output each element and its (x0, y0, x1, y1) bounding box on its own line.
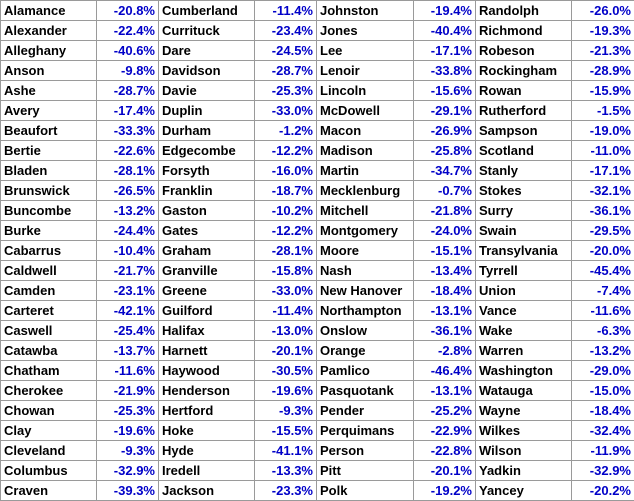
county-name-cell: Camden (1, 281, 97, 301)
percent-change-cell: -30.5% (255, 361, 317, 381)
percent-change-cell: -20.0% (572, 241, 634, 261)
county-name-cell: Alexander (1, 21, 97, 41)
percent-change-cell: -26.5% (97, 181, 159, 201)
county-name-cell: Orange (317, 341, 414, 361)
county-name-cell: Hyde (159, 441, 255, 461)
county-name-cell: Mecklenburg (317, 181, 414, 201)
county-name-cell: Watauga (476, 381, 572, 401)
percent-change-cell: -40.4% (414, 21, 476, 41)
county-name-cell: Buncombe (1, 201, 97, 221)
table-row (1, 81, 634, 101)
percent-change-cell: -40.6% (97, 41, 159, 61)
percent-change-cell: -33.0% (255, 101, 317, 121)
county-name-cell: Haywood (159, 361, 255, 381)
percent-change-cell: -32.9% (572, 461, 634, 481)
county-name-cell: Pasquotank (317, 381, 414, 401)
county-name-cell: Macon (317, 121, 414, 141)
table-row (1, 221, 634, 241)
county-name-cell: Pender (317, 401, 414, 421)
county-name-cell: Cabarrus (1, 241, 97, 261)
table-row (1, 401, 634, 421)
county-name-cell: Columbus (1, 461, 97, 481)
percent-change-cell: -23.4% (255, 21, 317, 41)
county-name-cell: Burke (1, 221, 97, 241)
percent-change-cell: -26.9% (414, 121, 476, 141)
county-name-cell: Clay (1, 421, 97, 441)
county-name-cell: Yancey (476, 481, 572, 501)
percent-change-cell: -15.6% (414, 81, 476, 101)
percent-change-cell: -19.6% (97, 421, 159, 441)
percent-change-cell: -22.6% (97, 141, 159, 161)
county-name-cell: Rowan (476, 81, 572, 101)
table-row (1, 101, 634, 121)
county-name-cell: Perquimans (317, 421, 414, 441)
county-name-cell: Washington (476, 361, 572, 381)
county-name-cell: Gates (159, 221, 255, 241)
county-name-cell: Madison (317, 141, 414, 161)
percent-change-cell: -16.0% (255, 161, 317, 181)
percent-change-cell: -12.2% (255, 141, 317, 161)
county-name-cell: Polk (317, 481, 414, 501)
county-name-cell: Alleghany (1, 41, 97, 61)
county-name-cell: Davie (159, 81, 255, 101)
percent-change-cell: -13.2% (97, 201, 159, 221)
county-name-cell: Cherokee (1, 381, 97, 401)
county-name-cell: Rutherford (476, 101, 572, 121)
county-name-cell: Wayne (476, 401, 572, 421)
percent-change-cell: -25.3% (97, 401, 159, 421)
table-row (1, 421, 634, 441)
percent-change-cell: -15.1% (414, 241, 476, 261)
percent-change-cell: -42.1% (97, 301, 159, 321)
percent-change-cell: -2.8% (414, 341, 476, 361)
percent-change-cell: -46.4% (414, 361, 476, 381)
county-name-cell: Surry (476, 201, 572, 221)
percent-change-cell: -11.0% (572, 141, 634, 161)
percent-change-cell: -28.1% (97, 161, 159, 181)
percent-change-cell: -10.4% (97, 241, 159, 261)
table-row (1, 481, 634, 501)
percent-change-cell: -45.4% (572, 261, 634, 281)
percent-change-cell: -20.1% (414, 461, 476, 481)
percent-change-cell: -15.9% (572, 81, 634, 101)
percent-change-cell: -17.1% (572, 161, 634, 181)
county-name-cell: Anson (1, 61, 97, 81)
county-name-cell: New Hanover (317, 281, 414, 301)
percent-change-cell: -33.0% (255, 281, 317, 301)
county-name-cell: Robeson (476, 41, 572, 61)
percent-change-cell: -19.2% (414, 481, 476, 501)
percent-change-cell: -12.2% (255, 221, 317, 241)
percent-change-cell: -28.7% (255, 61, 317, 81)
percent-change-cell: -24.0% (414, 221, 476, 241)
county-name-cell: Halifax (159, 321, 255, 341)
percent-change-cell: -13.3% (255, 461, 317, 481)
county-name-cell: Tyrrell (476, 261, 572, 281)
county-name-cell: Harnett (159, 341, 255, 361)
county-name-cell: Moore (317, 241, 414, 261)
percent-change-cell: -17.4% (97, 101, 159, 121)
table-row (1, 41, 634, 61)
county-name-cell: Davidson (159, 61, 255, 81)
county-name-cell: Catawba (1, 341, 97, 361)
percent-change-cell: -21.8% (414, 201, 476, 221)
county-name-cell: Scotland (476, 141, 572, 161)
percent-change-cell: -23.3% (255, 481, 317, 501)
county-name-cell: Edgecombe (159, 141, 255, 161)
county-name-cell: Brunswick (1, 181, 97, 201)
county-name-cell: Alamance (1, 1, 97, 21)
county-name-cell: Bladen (1, 161, 97, 181)
county-name-cell: Hertford (159, 401, 255, 421)
county-name-cell: Stanly (476, 161, 572, 181)
percent-change-cell: -36.1% (414, 321, 476, 341)
percent-change-cell: -23.1% (97, 281, 159, 301)
percent-change-cell: -6.3% (572, 321, 634, 341)
county-name-cell: Sampson (476, 121, 572, 141)
percent-change-cell: -20.8% (97, 1, 159, 21)
table-row (1, 301, 634, 321)
percent-change-cell: -11.4% (255, 1, 317, 21)
county-name-cell: Chowan (1, 401, 97, 421)
percent-change-cell: -7.4% (572, 281, 634, 301)
table-row (1, 121, 634, 141)
percent-change-cell: -11.6% (97, 361, 159, 381)
county-name-cell: Swain (476, 221, 572, 241)
county-name-cell: Rockingham (476, 61, 572, 81)
percent-change-cell: -22.8% (414, 441, 476, 461)
percent-change-cell: -24.5% (255, 41, 317, 61)
county-name-cell: Mitchell (317, 201, 414, 221)
county-name-cell: Henderson (159, 381, 255, 401)
percent-change-cell: -20.1% (255, 341, 317, 361)
percent-change-cell: -17.1% (414, 41, 476, 61)
county-name-cell: Cleveland (1, 441, 97, 461)
percent-change-cell: -39.3% (97, 481, 159, 501)
table-row (1, 21, 634, 41)
percent-change-cell: -28.7% (97, 81, 159, 101)
county-name-cell: Wilson (476, 441, 572, 461)
county-name-cell: Gaston (159, 201, 255, 221)
percent-change-cell: -34.7% (414, 161, 476, 181)
county-name-cell: Duplin (159, 101, 255, 121)
table-row (1, 181, 634, 201)
county-name-cell: Craven (1, 481, 97, 501)
percent-change-cell: -32.1% (572, 181, 634, 201)
percent-change-cell: -24.4% (97, 221, 159, 241)
percent-change-cell: -29.1% (414, 101, 476, 121)
percent-change-cell: -11.4% (255, 301, 317, 321)
table-row (1, 461, 634, 481)
county-name-cell: Pitt (317, 461, 414, 481)
percent-change-cell: -1.2% (255, 121, 317, 141)
table-row (1, 381, 634, 401)
table-row (1, 361, 634, 381)
percent-change-cell: -21.3% (572, 41, 634, 61)
county-name-cell: Person (317, 441, 414, 461)
percent-change-cell: -1.5% (572, 101, 634, 121)
percent-change-cell: -13.0% (255, 321, 317, 341)
percent-change-cell: -21.9% (97, 381, 159, 401)
county-name-cell: Durham (159, 121, 255, 141)
percent-change-cell: -18.7% (255, 181, 317, 201)
percent-change-cell: -13.1% (414, 301, 476, 321)
county-name-cell: Ashe (1, 81, 97, 101)
table-row (1, 1, 634, 21)
percent-change-cell: -11.9% (572, 441, 634, 461)
county-name-cell: Iredell (159, 461, 255, 481)
table-row (1, 261, 634, 281)
county-name-cell: Union (476, 281, 572, 301)
county-name-cell: Jackson (159, 481, 255, 501)
percent-change-cell: -10.2% (255, 201, 317, 221)
county-name-cell: Bertie (1, 141, 97, 161)
county-name-cell: Currituck (159, 21, 255, 41)
table-row (1, 141, 634, 161)
percent-change-cell: -25.4% (97, 321, 159, 341)
county-name-cell: Granville (159, 261, 255, 281)
county-name-cell: Lincoln (317, 81, 414, 101)
percent-change-cell: -0.7% (414, 181, 476, 201)
percent-change-cell: -13.2% (572, 341, 634, 361)
county-name-cell: Hoke (159, 421, 255, 441)
percent-change-cell: -25.8% (414, 141, 476, 161)
county-name-cell: Randolph (476, 1, 572, 21)
percent-change-cell: -26.0% (572, 1, 634, 21)
county-name-cell: Yadkin (476, 461, 572, 481)
percent-change-cell: -25.2% (414, 401, 476, 421)
county-name-cell: Jones (317, 21, 414, 41)
county-name-cell: Franklin (159, 181, 255, 201)
percent-change-cell: -20.2% (572, 481, 634, 501)
percent-change-cell: -22.4% (97, 21, 159, 41)
percent-change-cell: -13.4% (414, 261, 476, 281)
percent-change-cell: -19.0% (572, 121, 634, 141)
percent-change-cell: -9.3% (255, 401, 317, 421)
county-name-cell: Greene (159, 281, 255, 301)
percent-change-cell: -33.3% (97, 121, 159, 141)
county-name-cell: Vance (476, 301, 572, 321)
percent-change-cell: -41.1% (255, 441, 317, 461)
table-row (1, 441, 634, 461)
percent-change-cell: -13.7% (97, 341, 159, 361)
percent-change-cell: -21.7% (97, 261, 159, 281)
county-name-cell: Chatham (1, 361, 97, 381)
percent-change-cell: -28.9% (572, 61, 634, 81)
table-row (1, 161, 634, 181)
county-name-cell: Montgomery (317, 221, 414, 241)
county-name-cell: Warren (476, 341, 572, 361)
county-name-cell: Dare (159, 41, 255, 61)
percent-change-cell: -9.3% (97, 441, 159, 461)
percent-change-cell: -32.4% (572, 421, 634, 441)
percent-change-cell: -33.8% (414, 61, 476, 81)
table-row (1, 281, 634, 301)
county-name-cell: McDowell (317, 101, 414, 121)
percent-change-cell: -29.5% (572, 221, 634, 241)
table-row (1, 61, 634, 81)
county-name-cell: Onslow (317, 321, 414, 341)
percent-change-cell: -11.6% (572, 301, 634, 321)
county-name-cell: Martin (317, 161, 414, 181)
county-name-cell: Cumberland (159, 1, 255, 21)
percent-change-cell: -15.0% (572, 381, 634, 401)
county-name-cell: Wilkes (476, 421, 572, 441)
county-name-cell: Beaufort (1, 121, 97, 141)
percent-change-cell: -19.6% (255, 381, 317, 401)
county-name-cell: Avery (1, 101, 97, 121)
table-body (1, 1, 634, 501)
county-name-cell: Caswell (1, 321, 97, 341)
percent-change-cell: -18.4% (572, 401, 634, 421)
percent-change-cell: -32.9% (97, 461, 159, 481)
percent-change-cell: -25.3% (255, 81, 317, 101)
county-name-cell: Wake (476, 321, 572, 341)
county-name-cell: Carteret (1, 301, 97, 321)
county-name-cell: Guilford (159, 301, 255, 321)
county-name-cell: Lenoir (317, 61, 414, 81)
county-name-cell: Lee (317, 41, 414, 61)
percent-change-cell: -15.8% (255, 261, 317, 281)
county-name-cell: Northampton (317, 301, 414, 321)
table-row (1, 341, 634, 361)
county-name-cell: Caldwell (1, 261, 97, 281)
county-name-cell: Pamlico (317, 361, 414, 381)
table-row (1, 201, 634, 221)
percent-change-cell: -18.4% (414, 281, 476, 301)
percent-change-cell: -19.3% (572, 21, 634, 41)
county-name-cell: Stokes (476, 181, 572, 201)
percent-change-cell: -19.4% (414, 1, 476, 21)
percent-change-cell: -13.1% (414, 381, 476, 401)
county-name-cell: Transylvania (476, 241, 572, 261)
percent-change-cell: -29.0% (572, 361, 634, 381)
table-row (1, 241, 634, 261)
county-name-cell: Johnston (317, 1, 414, 21)
percent-change-cell: -22.9% (414, 421, 476, 441)
table-row (1, 321, 634, 341)
county-name-cell: Nash (317, 261, 414, 281)
county-name-cell: Richmond (476, 21, 572, 41)
county-name-cell: Forsyth (159, 161, 255, 181)
percent-change-cell: -36.1% (572, 201, 634, 221)
county-name-cell: Graham (159, 241, 255, 261)
percent-change-cell: -15.5% (255, 421, 317, 441)
percent-change-cell: -28.1% (255, 241, 317, 261)
percent-change-cell: -9.8% (97, 61, 159, 81)
